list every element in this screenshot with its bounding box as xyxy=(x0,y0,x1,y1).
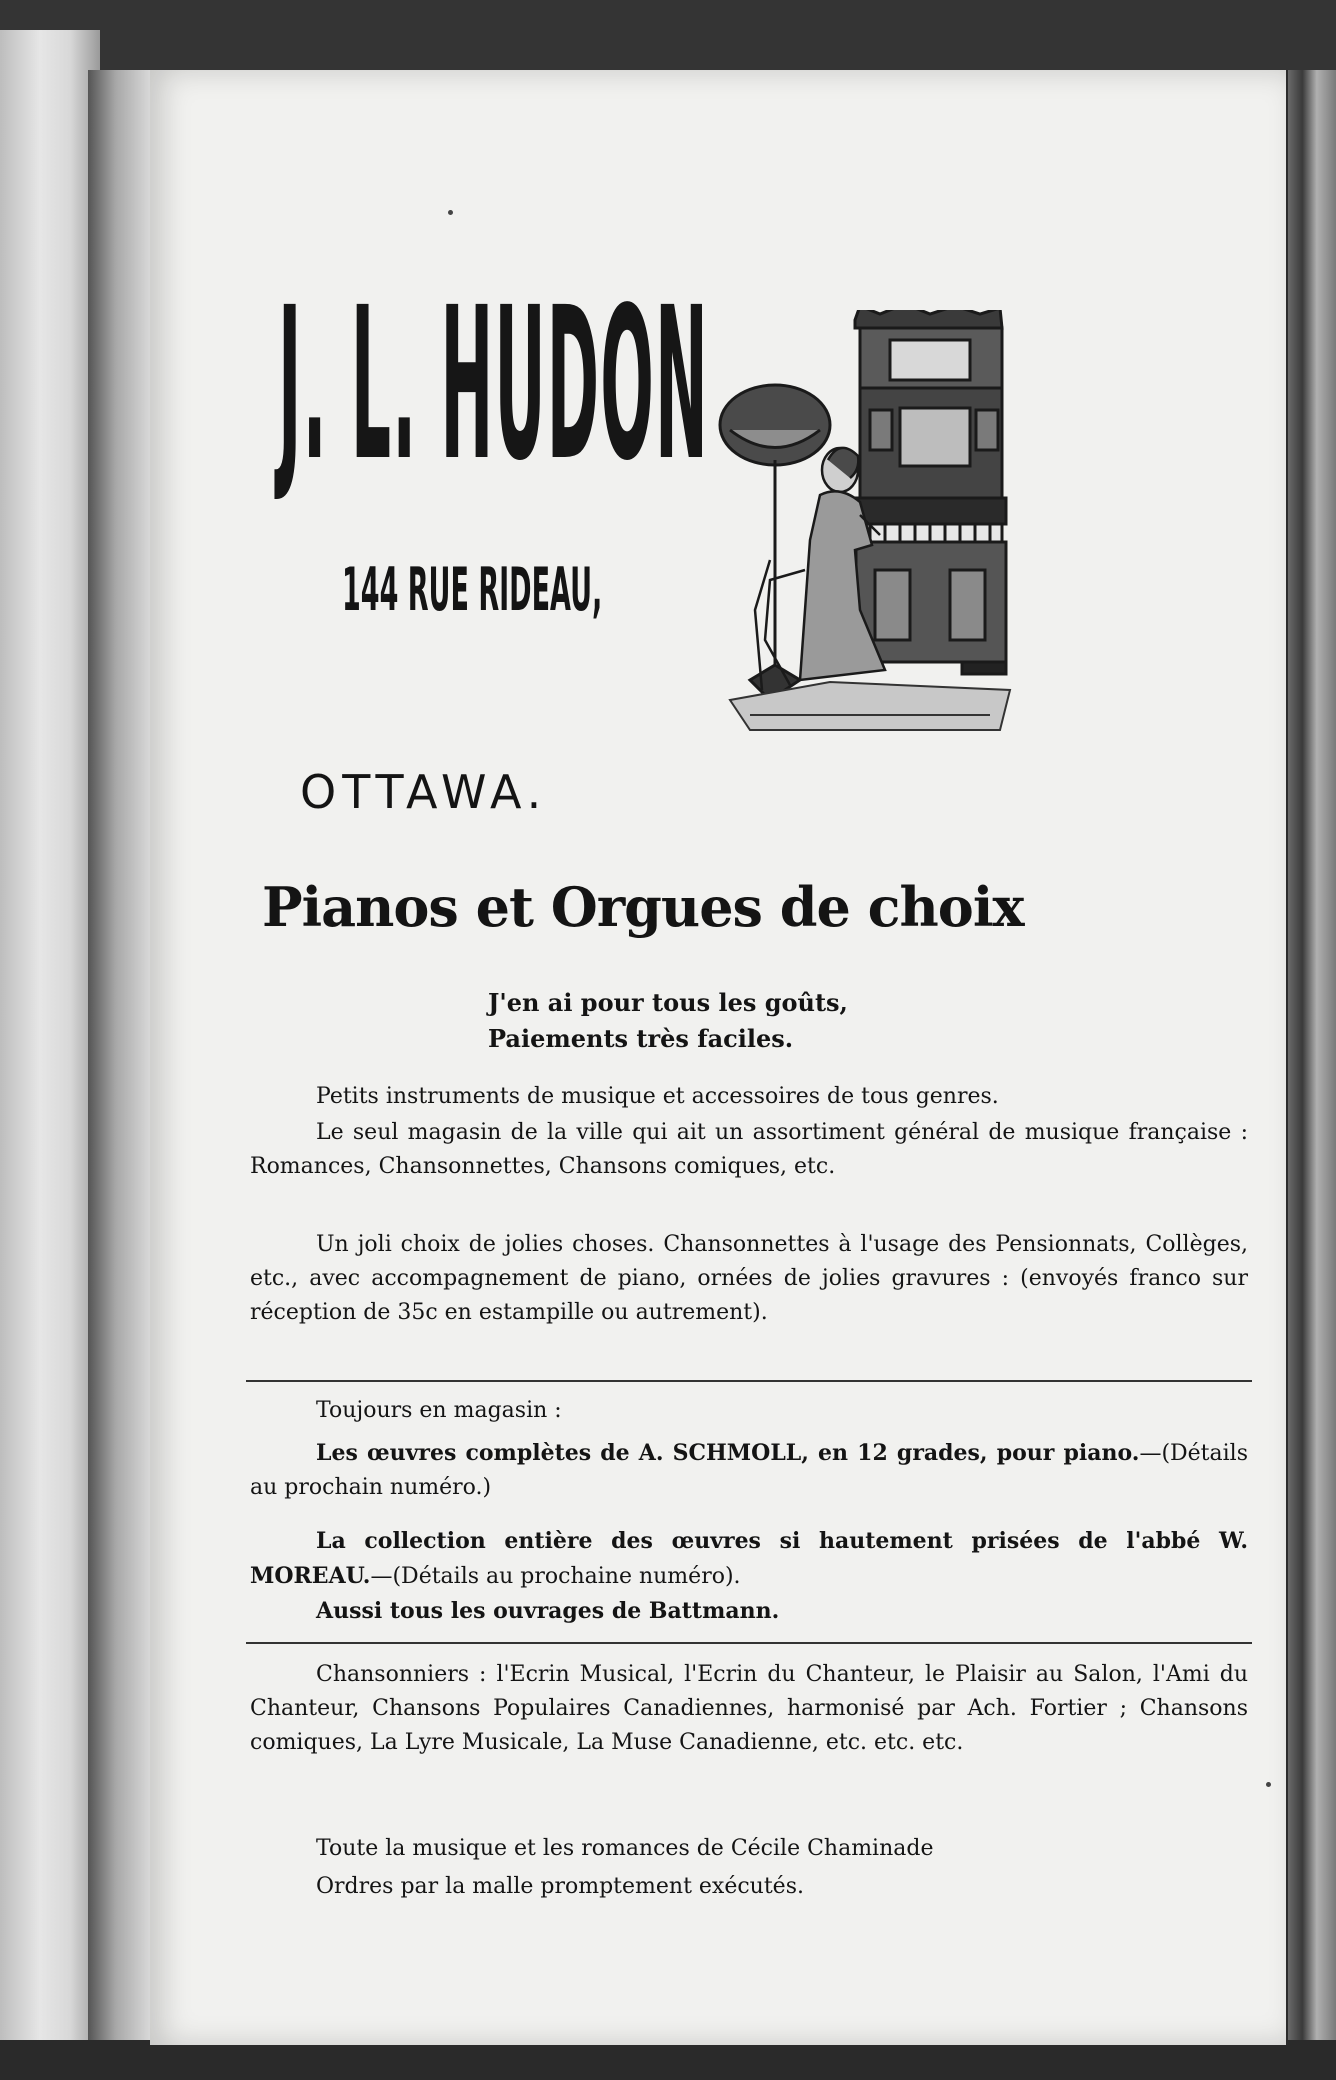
headline: Pianos et Orgues de choix xyxy=(262,875,1024,939)
ink-speck xyxy=(448,210,453,215)
street-address: 144 RUE RIDEAU, xyxy=(342,555,603,625)
ink-speck xyxy=(1266,1782,1271,1787)
tagline-line-2: Paiements très faciles. xyxy=(488,1024,794,1053)
divider-rule xyxy=(246,1380,1252,1382)
stock-item-schmoll xyxy=(250,1436,1248,1505)
stock-item-moreau-title: La collection entière des œuvres si hautement prisées de l'abbé W. MOREAU. xyxy=(250,1528,1248,1589)
advertisement-page xyxy=(150,70,1286,2045)
woman-playing-organ-engraving xyxy=(710,310,1120,880)
stock-item-moreau xyxy=(250,1524,1248,1594)
tagline-line-1: J'en ai pour tous les goûts, xyxy=(488,988,848,1017)
chaminade-line: Toute la musique et les romances de Cécile Chaminade xyxy=(316,1836,934,1861)
book-spine xyxy=(0,30,100,2080)
photo-bottom-border xyxy=(0,2040,1336,2080)
paragraph-accessories: Petits instruments de musique et accessoires de tous genres. xyxy=(316,1084,999,1109)
stock-intro: Toujours en magasin : xyxy=(316,1398,562,1423)
tagline xyxy=(488,985,988,1057)
songbooks-paragraph: Chansonniers : l'Ecrin Musical, l'Ecrin du Chanteur, le Plaisir au Salon, l'Ami du Chanteur, Chansons Populaires Canadiennes, harmonisé par Ach. Fortier ; Chansons comiques, La Lyre Musicale, La Muse Canadienne, etc. etc. etc. xyxy=(250,1662,1248,1755)
page-gutter-shadow xyxy=(88,70,158,2080)
divider-rule xyxy=(246,1642,1252,1644)
stock-item-moreau-note: —(Détails au prochaine numéro). xyxy=(370,1564,741,1589)
photo-top-border xyxy=(0,0,1336,70)
paragraph-choice: Un joli choix de jolies choses. Chansonnettes à l'usage des Pensionnats, Collèges, etc., avec accompagnement de piano, ornées de jolies gravures : (envoyés franco sur réception de 35c en estampille ou autrement). xyxy=(250,1232,1248,1325)
stock-item-battmann: Aussi tous les ouvrages de Battmann. xyxy=(316,1598,780,1624)
city-name: OTTAWA. xyxy=(300,765,548,819)
stock-item-schmoll-note: —(Détails au prochain numéro.) xyxy=(250,1441,1248,1500)
stock-item-schmoll-title: Les œuvres complètes de A. SCHMOLL, en 12 grades, pour piano. xyxy=(316,1440,1140,1466)
book-right-edge xyxy=(1288,70,1336,2080)
advertiser-name: J. L. HUDON xyxy=(278,262,709,507)
mail-orders-line: Ordres par la malle promptement exécutés. xyxy=(316,1874,804,1899)
paragraph-assortment: Le seul magasin de la ville qui ait un assortiment général de musique française : Romances, Chansonnettes, Chansons comiques, etc. xyxy=(250,1120,1248,1179)
